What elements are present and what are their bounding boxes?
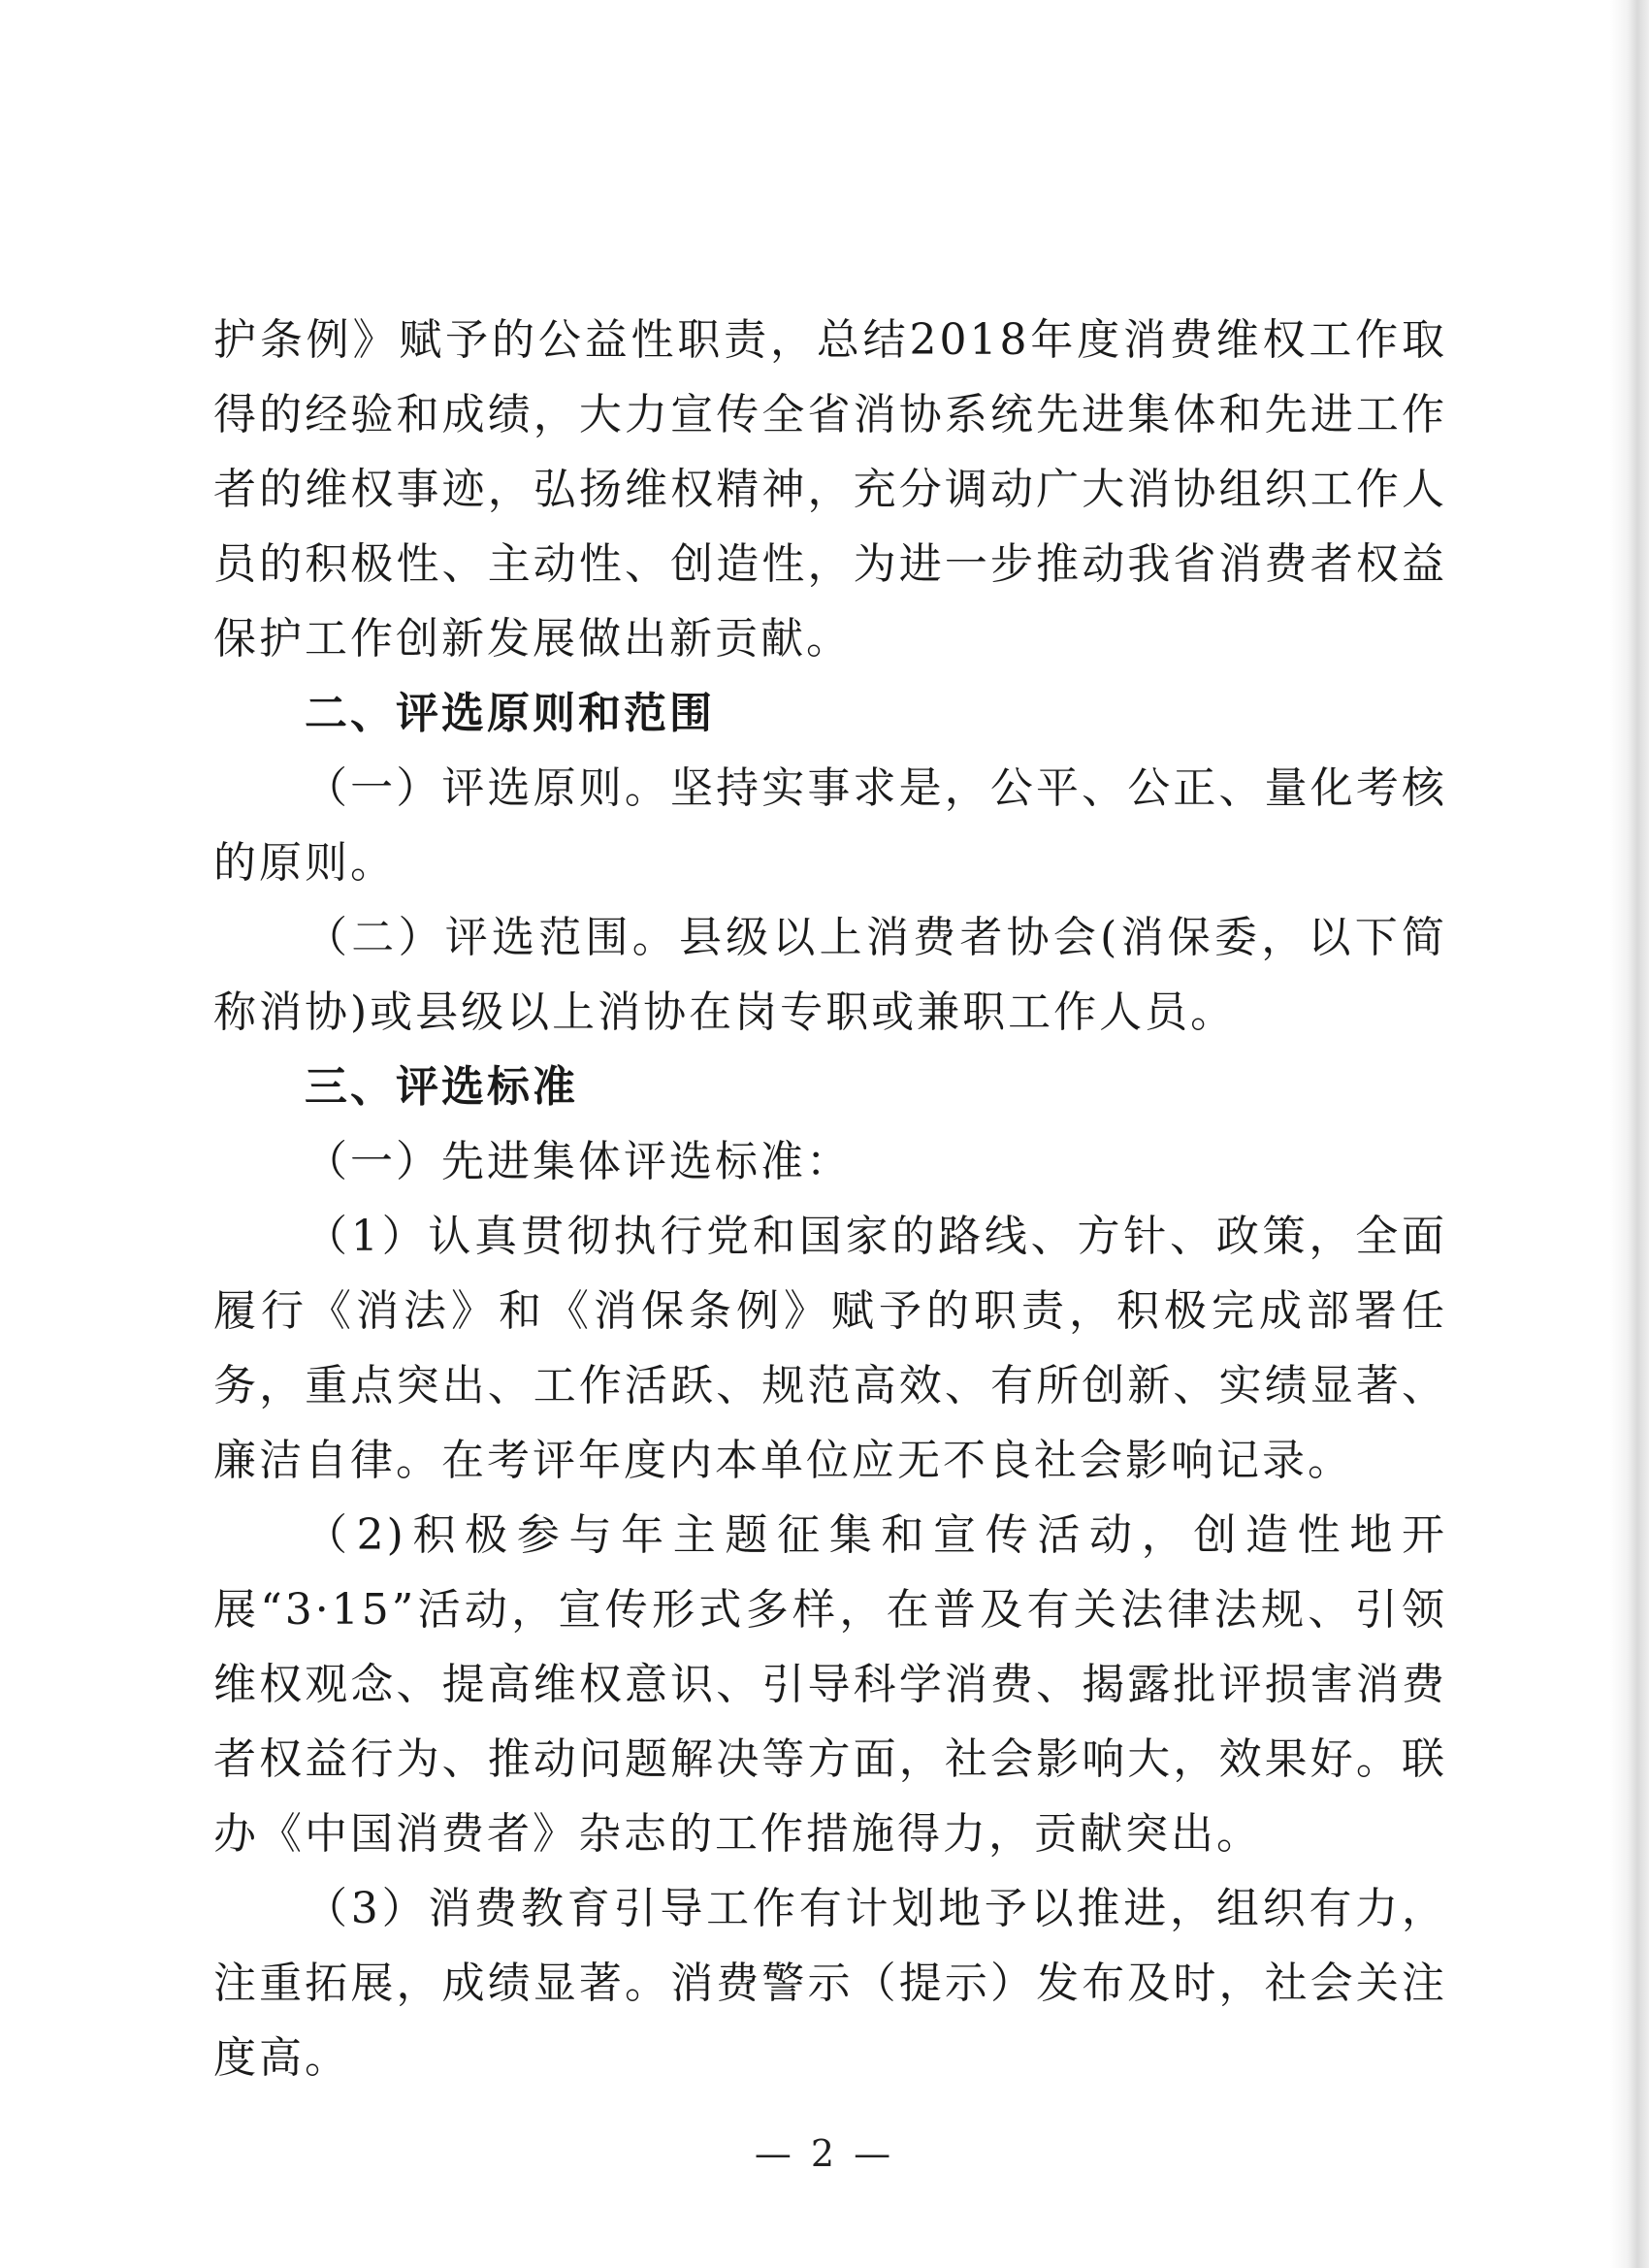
heading-selection-criteria: 三、评选标准: [305, 1062, 578, 1112]
paragraph-purpose-continued: 护条例》赋予的公益性职责，总结2018年度消费维权工作取得的经验和成绩，大力宣传全省消协系统先进集体和先进工作者的维权事迹，弘扬维权精神，充分调动广大消协组织工作人员的积极性、主动性、创造性，为进一步推动我省消费者权益保护工作创新发展做出新贡献。: [213, 315, 1447, 664]
paragraph-selection-scope: （二）评选范围。县级以上消费者协会(消保委，以下简称消协)或县级以上消协在岗专职或兼职工作人员。: [213, 913, 1447, 1037]
paragraph-criterion-3: （3）消费教育引导工作有计划地予以推进，组织有力，注重拓展，成绩显著。消费警示（提示）发布及时，社会关注度高。: [213, 1884, 1447, 2083]
scan-page-edge: [1610, 0, 1649, 2268]
document-body: [213, 303, 1447, 2095]
paragraph-selection-principle: （一）评选原则。坚持实事求是，公平、公正、量化考核的原则。: [213, 763, 1447, 888]
page-number: — 2 —: [754, 2132, 895, 2175]
heading-principles-and-scope: 二、评选原则和范围: [305, 689, 715, 738]
paragraph-collective-criteria-title: （一）先进集体评选标准：: [305, 1137, 852, 1186]
paragraph-criterion-2: （2)积极参与年主题征集和宣传活动，创造性地开展“3·15”活动，宣传形式多样，在普及有关法律法规、引领维权观念、提高维权意识、引导科学消费、揭露批评损害消费者权益行为、推动问题解决等方面，社会影响大，效果好。联办《中国消费者》杂志的工作措施得力，贡献突出。: [213, 1510, 1447, 1859]
paragraph-criterion-1: （1）认真贯彻执行党和国家的路线、方针、政策，全面履行《消法》和《消保条例》赋予的职责，积极完成部署任务，重点突出、工作活跃、规范高效、有所创新、实绩显著、廉洁自律。在考评年度内本单位应无不良社会影响记录。: [213, 1212, 1447, 1485]
